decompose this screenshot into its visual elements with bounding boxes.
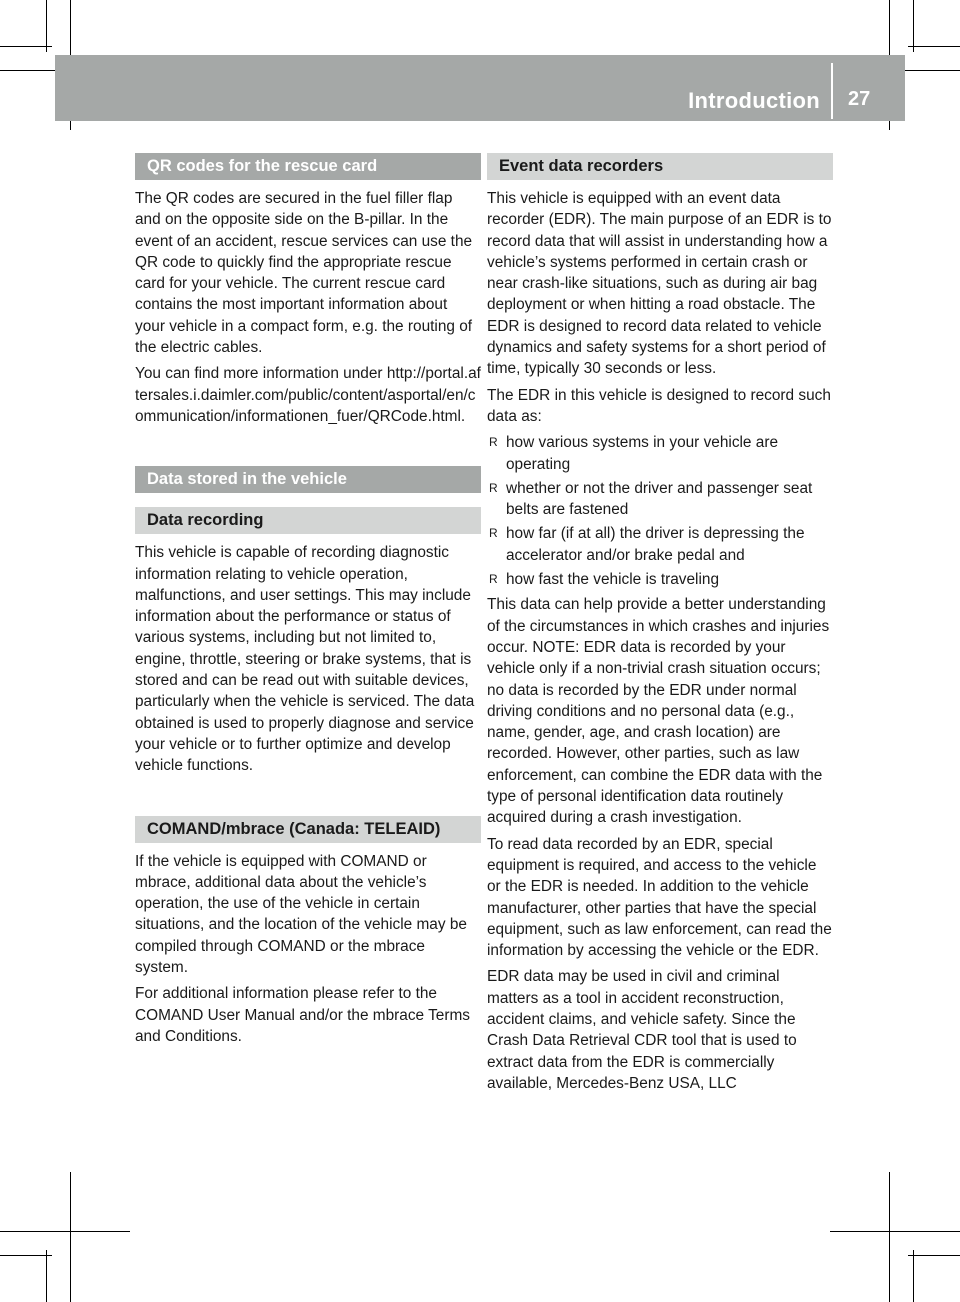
crop-mark [830,1231,960,1232]
paragraph: To read data recorded by an EDR, special equipment is required, and access to the vehicle or the EDR is needed. In addition to the vehicle manufacturer, other parties that have the special equipment, such as law enforcement, can read the information by accessing the vehicle or the EDR. [487,835,832,960]
crop-mark [889,1172,890,1302]
crop-mark [46,1250,47,1302]
subheading-data-recording: Data recording [135,507,481,534]
paragraph: This vehicle is equipped with an event data recorder (EDR). The main purpose of an EDR is to record data that will assist in understanding how a vehicle’s systems performed in certain crash or near crash-like situations, such as during air bag deployment or when hitting a road obstacle. The EDR is designed to record data related to vehicle dynamics and safety systems for a short period of time, typically 30 seconds or less. [487,190,832,378]
paragraph: This vehicle is capable of recording diagnostic information relating to vehicle operation, malfunctions, and user settings. This may include information about the performance or status of various systems, including but not limited to, engine, throttle, steering or brake systems, that is stored and can be read out with suitable devices, particularly when the vehicle is serviced. The data obtained is used to properly diagnose and service your vehicle or to further optimize and develop vehicle functions. [135,544,475,775]
section-heading-data-stored: Data stored in the vehicle [135,466,481,493]
bullet-icon: R [489,526,498,541]
list-item-text: how various systems in your vehicle are operating [506,434,779,473]
left-column [135,153,481,1052]
list-item-text: how fast the vehicle is traveling [506,571,720,589]
bullet-icon: R [489,480,498,495]
crop-mark [70,1172,71,1302]
right-column [487,153,833,1099]
crop-mark [913,0,914,52]
crop-mark [913,1250,914,1302]
list-item [487,523,833,566]
crop-mark [0,1231,130,1232]
header-divider [831,63,833,119]
bullet-icon: R [489,435,498,450]
paragraph: EDR data may be used in civil and criminal matters as a tool in accident reconstruction, accident claims, and vehicle safety. Since the Crash Data Retrieval CDR tool that is used to extract data from the EDR is commercially available, Mercedes-Benz USA, LLC [487,968,797,1092]
paragraph: If the vehicle is equipped with COMAND or mbrace, additional data about the vehicle’s operation, the use of the vehicle in certain situations, and the location of the vehicle may be compiled through COMAND or the mbrace system. [135,852,467,977]
subheading-event-data-recorders: Event data recorders [487,153,833,180]
crop-mark [0,46,52,47]
crop-mark [908,1255,960,1256]
list-item-text: whether or not the driver and passenger seat belts are fastened [506,479,813,519]
paragraph: You can find more information under http://portal.aftersales.i.daimler.com/public/content/asportal/en/communication/informationen_fuer/QRCode.html. [135,365,481,425]
paragraph: The QR codes are secured in the fuel filler flap and on the opposite side on the B-pillar. In the event of an accident, rescue services can use the QR code to quickly find the appropriate rescue card for your vehicle. The current rescue card contains the most important information about your vehicle in a compact form, e.g. the routing of the electric cables. [135,190,473,357]
list-item [487,432,833,475]
list-item [487,569,833,590]
page-section-title: Introduction [688,88,820,113]
list-item-text: how far (if at all) the driver is depressing the accelerator and/or brake pedal and [506,525,805,564]
bullet-icon: R [489,572,498,587]
crop-mark [908,46,960,47]
list-item [487,478,833,521]
crop-mark [46,0,47,52]
paragraph: This data can help provide a better understanding of the circumstances in which crashes and injuries occur. NOTE: EDR data is recorded by your vehicle only if a non-trivial crash situation occurs; no data is recorded by the EDR under normal driving conditions and no personal data (e.g., name, gender, age, and crash location) are recorded. However, other parties, such as law enforcement, can combine the EDR data with the type of personal identification data routinely acquired during a crash investigation. [487,596,830,827]
subheading-comand-mbrace: COMAND/mbrace (Canada: TELEAID) [135,816,481,843]
bullet-list [487,432,833,590]
crop-mark [0,1255,52,1256]
page-number: 27 [848,88,871,110]
paragraph: The EDR in this vehicle is designed to record such data as: [487,386,831,425]
section-heading-qr-codes: QR codes for the rescue card [135,153,481,180]
paragraph: For additional information please refer to the COMAND User Manual and/or the mbrace Terms and Conditions. [135,985,471,1045]
